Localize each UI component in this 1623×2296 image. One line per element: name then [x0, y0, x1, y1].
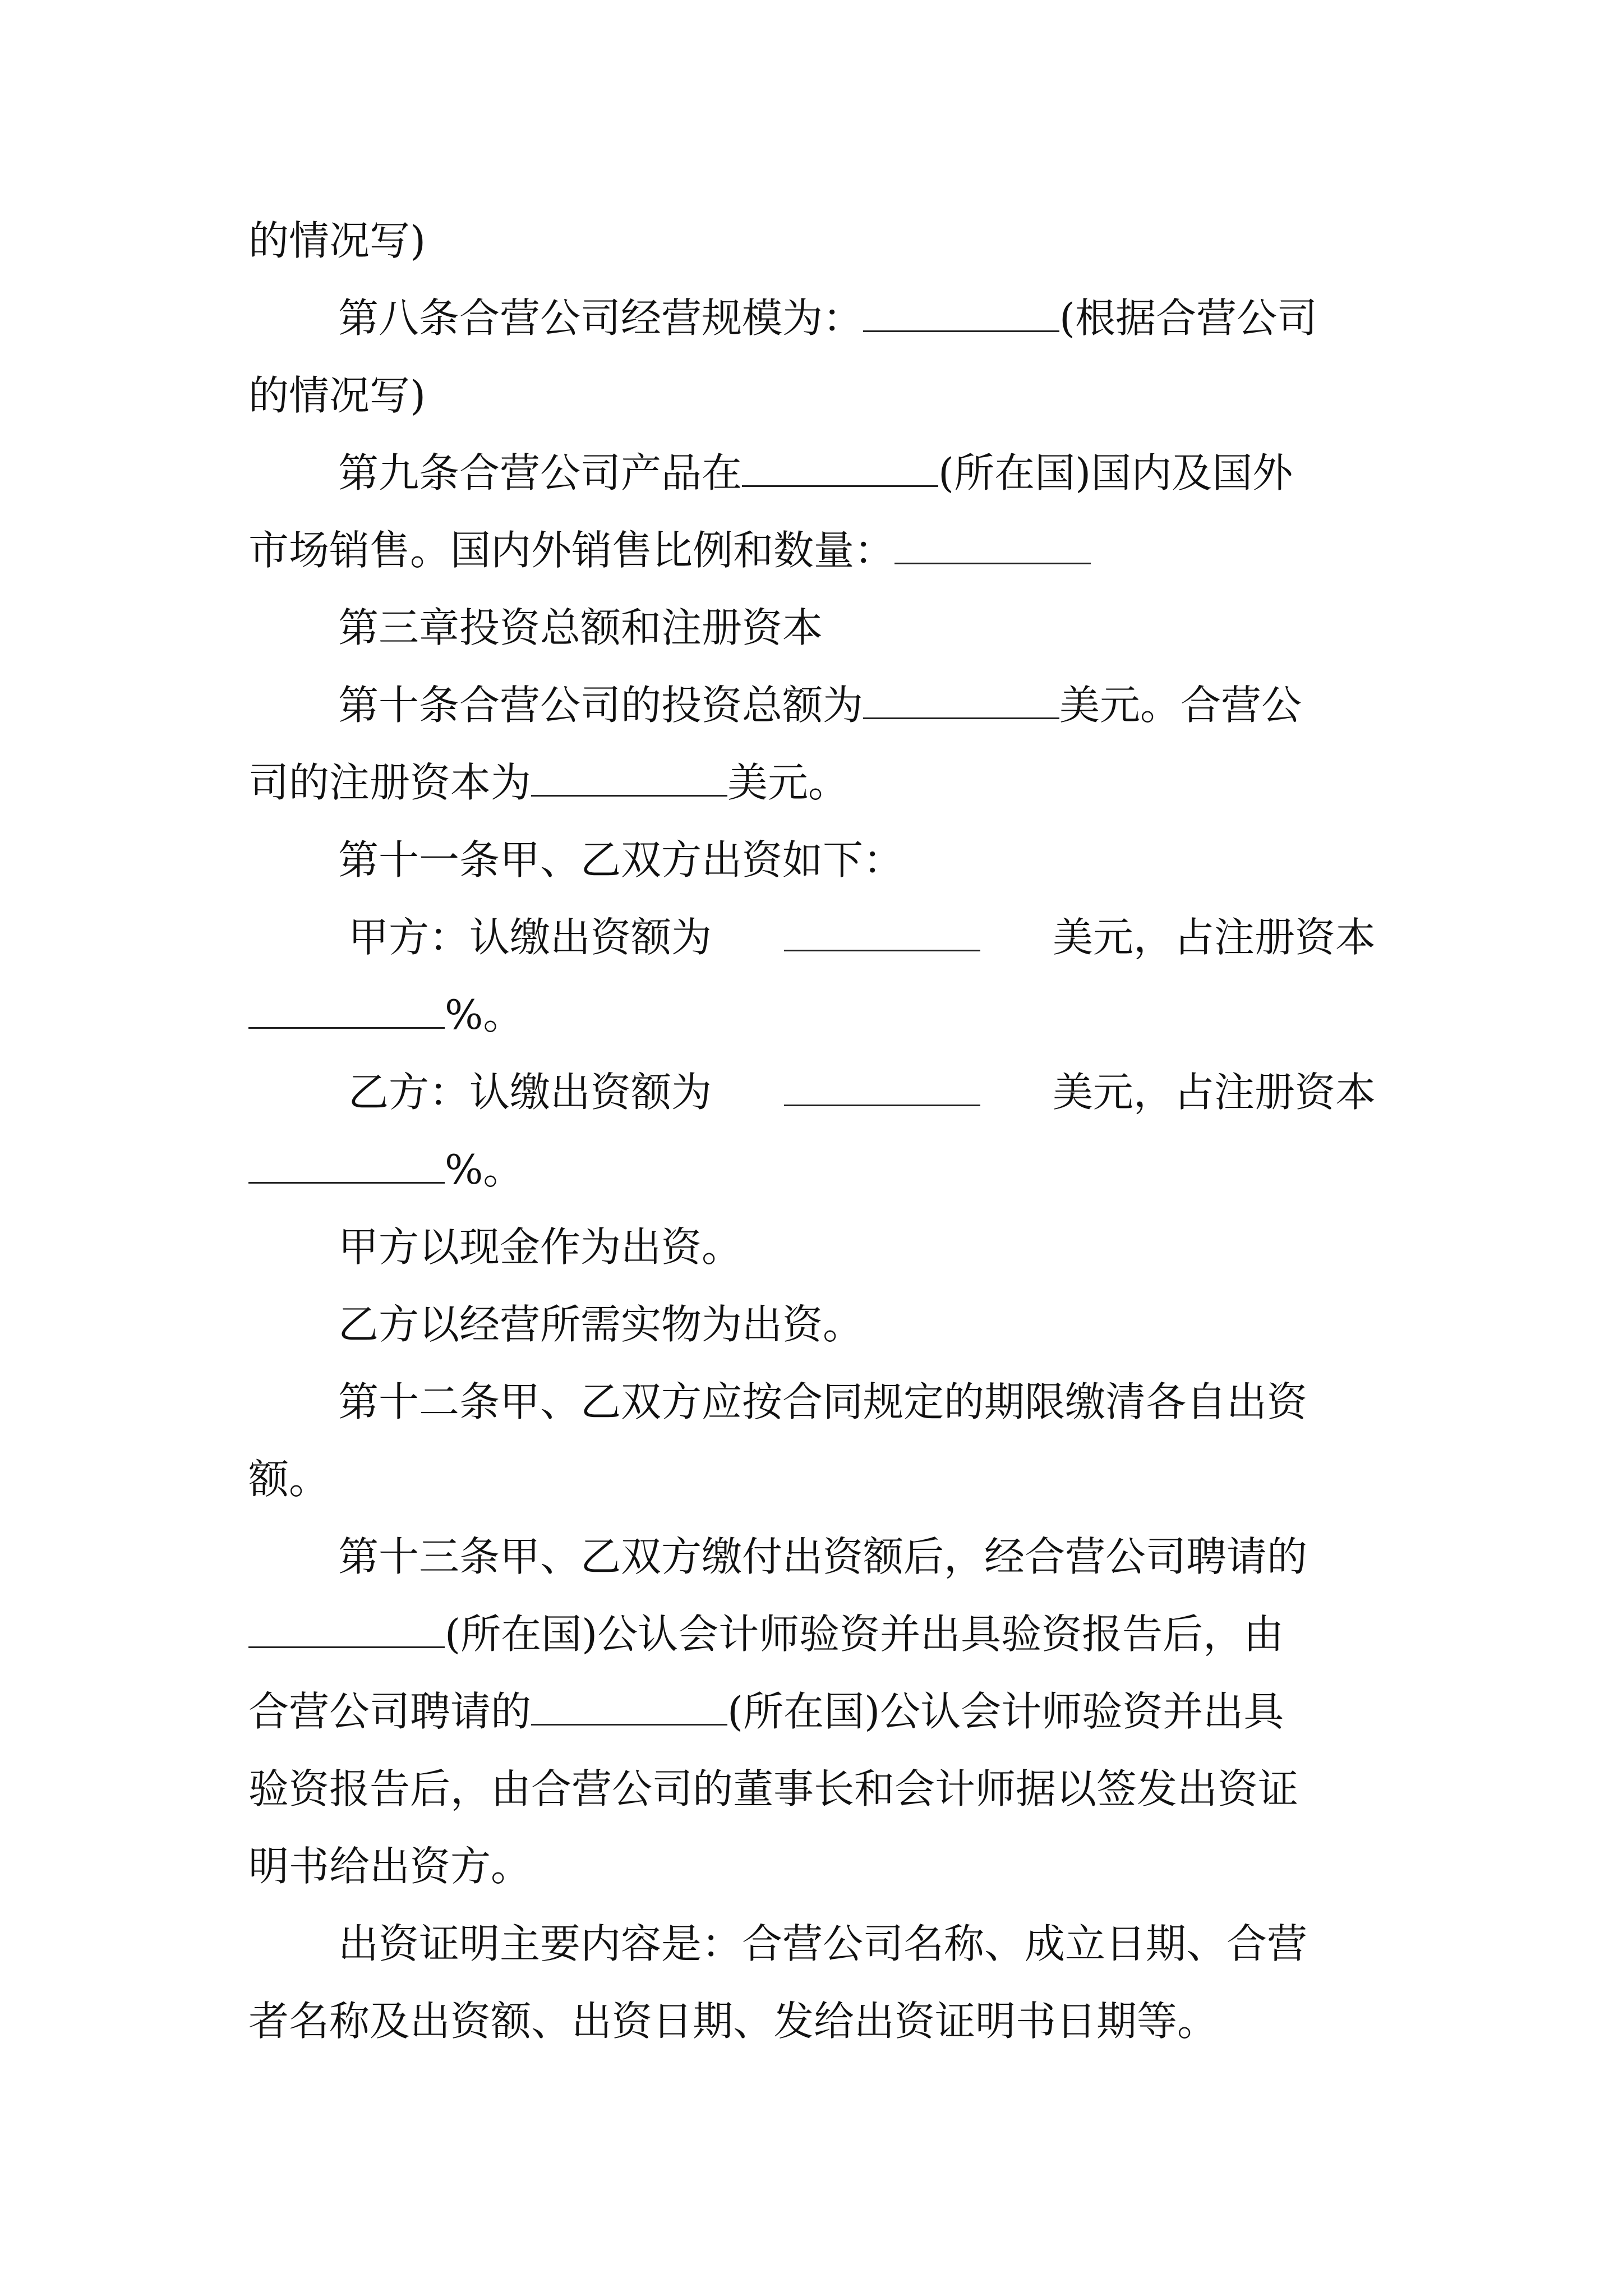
text: (根据合营公司 — [1059, 295, 1318, 342]
article-12 — [248, 1363, 1376, 1441]
text: 的情况写) — [248, 372, 426, 419]
paragraph-line — [248, 1673, 1376, 1750]
document-page — [248, 202, 1376, 2060]
fill-blank[interactable] — [742, 482, 938, 487]
text: 第十一条甲、乙双方出资如下： — [338, 836, 904, 884]
text: 美元。合营公 — [1059, 682, 1302, 729]
text: 第八条合营公司经营规模为： — [338, 295, 864, 342]
text: 甲方以现金作为出资。 — [338, 1223, 743, 1271]
paragraph-line — [248, 357, 1376, 434]
paragraph-line — [248, 1750, 1376, 1828]
text: (所在国)公认会计师验资并出具 — [727, 1688, 1284, 1735]
article-11 — [248, 821, 1376, 899]
text: 市场销售。国内外销售比例和数量： — [248, 527, 895, 574]
article-13 — [248, 1518, 1376, 1595]
chapter-heading — [248, 589, 1376, 666]
paragraph-line — [248, 1131, 1376, 1208]
paragraph-line — [248, 1982, 1376, 2060]
article-10 — [248, 666, 1376, 744]
paragraph-line — [248, 202, 1376, 279]
text: 甲方：认缴出资额为 — [348, 914, 712, 961]
text: 合营公司聘请的 — [248, 1688, 532, 1735]
fill-blank[interactable] — [531, 1720, 727, 1726]
text: (所在国)国内及国外 — [938, 449, 1293, 496]
paragraph-line — [248, 1828, 1376, 1905]
paragraph-line — [248, 1595, 1376, 1673]
fill-blank[interactable] — [248, 1179, 445, 1184]
text: 美元，占注册资本 — [1052, 1069, 1376, 1116]
text: 第三章投资总额和注册资本 — [338, 604, 823, 651]
fill-blank[interactable] — [248, 1643, 445, 1648]
paragraph-line — [248, 1905, 1376, 1982]
text: 者名称及出资额、出资日期、发给出资证明书日期等。 — [248, 1998, 1218, 2045]
text: 司的注册资本为 — [248, 759, 532, 806]
text: 出资证明主要内容是：合营公司名称、成立日期、合营 — [338, 1920, 1308, 1967]
paragraph-line — [248, 744, 1376, 821]
paragraph-line — [248, 1208, 1376, 1286]
fill-blank[interactable] — [531, 792, 727, 797]
text: 第九条合营公司产品在 — [338, 449, 743, 496]
text: 的情况写) — [248, 217, 426, 264]
text: 美元。 — [727, 759, 849, 806]
text: 明书给出资方。 — [248, 1843, 532, 1890]
article-9 — [248, 434, 1376, 512]
party-b-contribution — [248, 1053, 1376, 1131]
text: (所在国)公认会计师验资并出具验资报告后，由 — [445, 1611, 1284, 1658]
paragraph-line — [248, 976, 1376, 1053]
fill-blank[interactable] — [784, 1101, 980, 1106]
paragraph-line — [248, 1441, 1376, 1518]
text: 第十三条甲、乙双方缴付出资额后，经合营公司聘请的 — [338, 1533, 1308, 1580]
fill-blank[interactable] — [863, 327, 1059, 332]
text: %。 — [445, 1146, 524, 1193]
text: 乙方以经营所需实物为出资。 — [338, 1301, 864, 1348]
party-a-contribution — [248, 899, 1376, 976]
text: 第十条合营公司的投资总额为 — [338, 682, 864, 729]
paragraph-line — [248, 1286, 1376, 1363]
fill-blank[interactable] — [863, 714, 1059, 719]
text: 验资报告后，由合营公司的董事长和会计师据以签发出资证 — [248, 1765, 1299, 1812]
text: 乙方：认缴出资额为 — [348, 1069, 712, 1116]
text: 第十二条甲、乙双方应按合同规定的期限缴清各自出资 — [338, 1378, 1308, 1425]
fill-blank[interactable] — [248, 1024, 445, 1029]
paragraph-line — [248, 512, 1376, 589]
text: %。 — [445, 991, 524, 1038]
fill-blank[interactable] — [784, 946, 980, 951]
fill-blank[interactable] — [895, 559, 1091, 564]
text: 美元，占注册资本 — [1052, 914, 1376, 961]
article-8 — [248, 279, 1376, 357]
text: 额。 — [248, 1456, 330, 1503]
